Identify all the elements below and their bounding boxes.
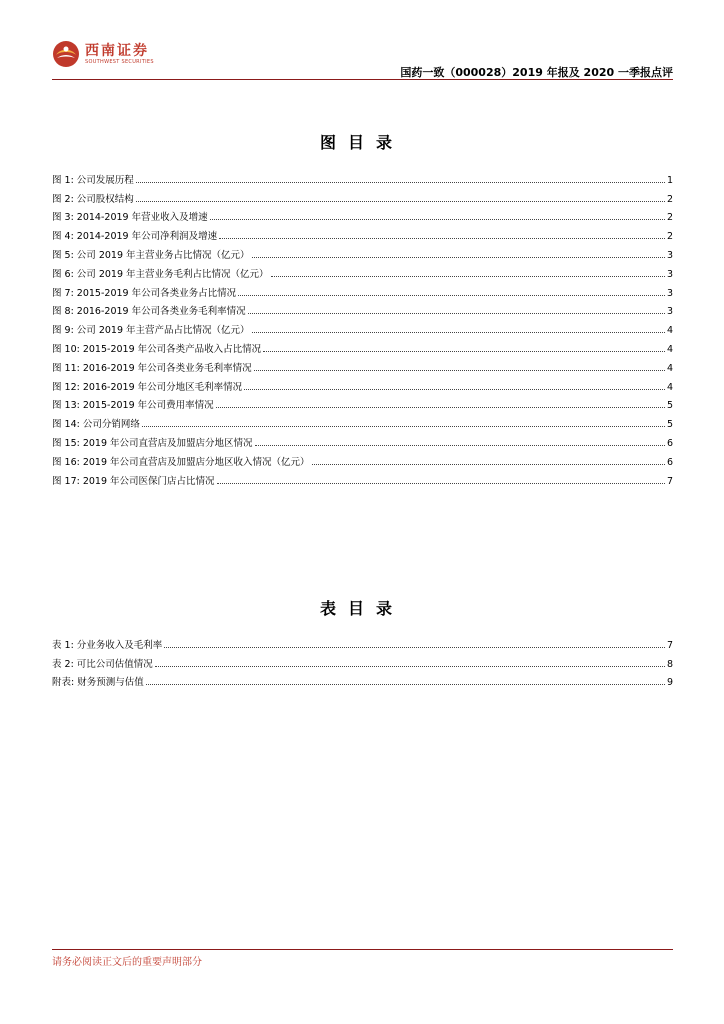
toc-entry-title: 2019 年公司医保门店占比情况 (82, 475, 215, 487)
toc-entry-label: 图 6: (52, 268, 74, 280)
toc-dot-leader (255, 444, 665, 446)
toc-entry-page: 9 (666, 677, 673, 689)
toc-entry-page: 3 (666, 306, 673, 318)
toc-entry-label: 图 13: (52, 400, 80, 412)
toc-entry-page: 3 (666, 249, 673, 261)
toc-dot-leader (248, 312, 665, 314)
toc-entry[interactable] (52, 223, 673, 242)
logo-cn-text: 西南证券 (85, 42, 149, 59)
toc-dot-leader (263, 350, 665, 352)
toc-dot-leader (252, 256, 665, 258)
toc-entry-title: 公司 2019 年主营业务占比情况（亿元） (76, 249, 250, 261)
toc-entry[interactable] (52, 632, 673, 651)
toc-entry[interactable] (52, 430, 673, 449)
toc-entry-title: 2019 年公司直营店及加盟店分地区情况 (82, 437, 253, 449)
toc-entry-page: 4 (666, 343, 673, 355)
toc-entry-page: 4 (666, 362, 673, 374)
toc-entry-title: 公司 2019 年主营业务毛利占比情况（亿元） (76, 268, 269, 280)
logo-en-text: SOUTHWEST SECURITIES (85, 58, 154, 65)
figure-toc-list (52, 167, 673, 487)
toc-entry[interactable] (52, 393, 673, 412)
toc-entry-label: 图 8: (52, 306, 74, 318)
toc-entry-title: 2016-2019 年公司各类业务毛利率情况 (76, 306, 246, 318)
toc-entry[interactable] (52, 449, 673, 468)
toc-entry-title: 公司 2019 年主营产品占比情况（亿元） (76, 325, 250, 337)
toc-entry-title: 公司分销网络 (82, 419, 140, 431)
toc-entry[interactable] (52, 374, 673, 393)
toc-entry-title: 2014-2019 年公司净利润及增速 (76, 231, 218, 243)
toc-entry-page: 5 (666, 400, 673, 412)
toc-entry-label: 图 12: (52, 381, 80, 393)
toc-entry[interactable] (52, 261, 673, 280)
toc-entry-page: 7 (666, 639, 673, 651)
toc-entry-page: 2 (666, 231, 673, 243)
toc-entry-label: 图 9: (52, 325, 74, 337)
toc-entry-page: 5 (666, 419, 673, 431)
toc-entry-label: 图 7: (52, 287, 74, 299)
toc-entry-page: 7 (666, 475, 673, 487)
toc-entry-title: 财务预测与估值 (77, 677, 144, 689)
toc-entry-page: 3 (666, 268, 673, 280)
footer-divider (52, 949, 673, 950)
toc-dot-leader (271, 275, 665, 277)
toc-dot-leader (136, 200, 665, 202)
toc-entry-label: 图 11: (52, 362, 80, 374)
toc-entry[interactable] (52, 651, 673, 670)
toc-dot-leader (217, 482, 665, 484)
toc-entry-page: 1 (666, 174, 673, 186)
report-title: 国药一致（000028）2019 年报及 2020 一季报点评 (400, 66, 673, 79)
toc-entry[interactable] (52, 280, 673, 299)
toc-entry[interactable] (52, 670, 673, 689)
toc-entry-page: 6 (666, 456, 673, 468)
toc-entry-label: 表 1: (52, 639, 74, 651)
page-header (52, 40, 673, 84)
toc-dot-leader (252, 331, 665, 333)
toc-entry[interactable] (52, 299, 673, 318)
logo-mark-icon (52, 40, 80, 68)
toc-entry-page: 4 (666, 325, 673, 337)
toc-entry-page: 3 (666, 287, 673, 299)
toc-entry[interactable] (52, 205, 673, 224)
toc-entry-title: 2019 年公司直营店及加盟店分地区收入情况（亿元） (82, 456, 310, 468)
company-logo (52, 40, 154, 68)
toc-entry-title: 2015-2019 年公司各类业务占比情况 (76, 287, 237, 299)
toc-entry-label: 图 2: (52, 193, 74, 205)
toc-dot-leader (142, 425, 665, 427)
toc-entry-page: 2 (666, 212, 673, 224)
toc-entry-title: 2015-2019 年公司费用率情况 (82, 400, 214, 412)
toc-entry-label: 图 3: (52, 212, 74, 224)
toc-entry-title: 2014-2019 年营业收入及增速 (76, 212, 208, 224)
toc-dot-leader (219, 237, 665, 239)
toc-entry-label: 表 2: (52, 658, 74, 670)
toc-entry[interactable] (52, 317, 673, 336)
toc-entry-label: 图 4: (52, 231, 74, 243)
toc-entry-label: 图 1: (52, 174, 74, 186)
toc-entry[interactable] (52, 242, 673, 261)
header-divider (52, 79, 673, 80)
table-toc-list (52, 632, 673, 688)
footer-notice: 请务必阅读正文后的重要声明部分 (52, 957, 202, 968)
table-toc-heading: 表目录 (319, 599, 404, 618)
toc-entry-title: 2016-2019 年公司分地区毛利率情况 (82, 381, 243, 393)
toc-dot-leader (216, 406, 665, 408)
toc-entry-page: 4 (666, 381, 673, 393)
figure-toc-heading: 图目录 (319, 133, 404, 152)
toc-entry-label: 附表: (52, 677, 75, 689)
toc-entry-label: 图 17: (52, 475, 80, 487)
toc-entry-title: 2015-2019 年公司各类产品收入占比情况 (82, 343, 262, 355)
toc-entry[interactable] (52, 167, 673, 186)
toc-entry[interactable] (52, 336, 673, 355)
toc-entry-label: 图 15: (52, 437, 80, 449)
toc-dot-leader (155, 665, 665, 667)
toc-entry-title: 2016-2019 年公司各类业务毛利率情况 (82, 362, 252, 374)
toc-dot-leader (164, 646, 665, 648)
toc-entry-title: 分业务收入及毛利率 (76, 639, 163, 651)
toc-dot-leader (244, 388, 665, 390)
toc-entry-label: 图 5: (52, 249, 74, 261)
toc-entry-label: 图 16: (52, 456, 80, 468)
toc-dot-leader (312, 463, 665, 465)
toc-entry[interactable] (52, 411, 673, 430)
toc-dot-leader (238, 294, 665, 296)
toc-entry-title: 公司发展历程 (76, 174, 134, 186)
toc-dot-leader (210, 218, 665, 220)
toc-dot-leader (136, 181, 665, 183)
toc-entry-page: 6 (666, 437, 673, 449)
toc-entry-title: 可比公司估值情况 (76, 658, 153, 670)
toc-entry-label: 图 14: (52, 419, 80, 431)
toc-entry[interactable] (52, 355, 673, 374)
toc-dot-leader (254, 369, 665, 371)
toc-dot-leader (146, 683, 665, 685)
toc-entry-page: 2 (666, 193, 673, 205)
toc-entry[interactable] (52, 186, 673, 205)
toc-entry[interactable] (52, 468, 673, 487)
toc-entry-page: 8 (666, 658, 673, 670)
toc-entry-label: 图 10: (52, 343, 80, 355)
toc-entry-title: 公司股权结构 (76, 193, 134, 205)
